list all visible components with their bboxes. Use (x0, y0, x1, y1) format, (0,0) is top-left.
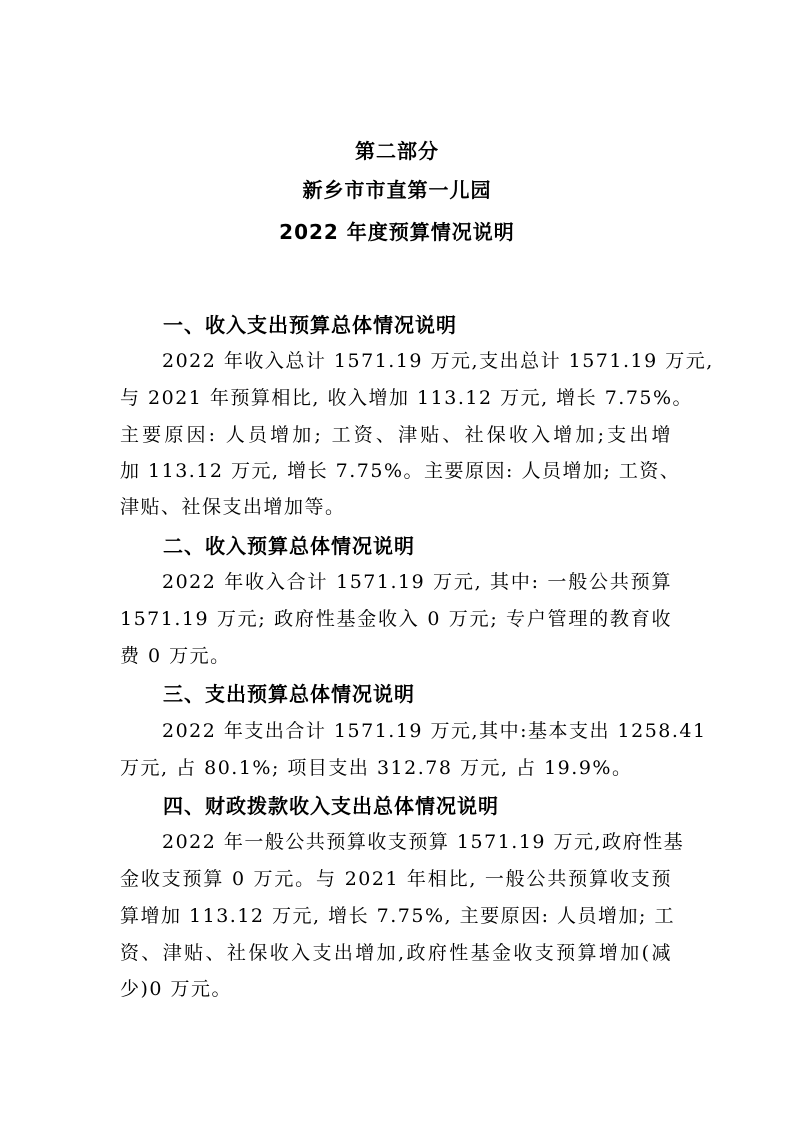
section-heading-3: 三、支出预算总体情况说明 (163, 682, 415, 706)
section-3-line-2: 万元, 占 80.1%; 项目支出 312.78 万元, 占 19.9%。 (120, 757, 633, 779)
title-organization: 新乡市市直第一儿园 (302, 178, 492, 202)
section-heading-4: 四、财政拨款收入支出总体情况说明 (163, 794, 499, 818)
section-1-line-5: 津贴、社保支出增加等。 (120, 496, 346, 518)
section-2-line-1: 2022 年收入合计 1571.19 万元, 其中: 一般公共预算 (162, 571, 672, 593)
section-4-line-1: 2022 年一般公共预算收支预算 1571.19 万元,政府性基 (162, 831, 685, 853)
title-part: 第二部分 (355, 139, 439, 163)
section-2-line-2: 1571.19 万元; 政府性基金收入 0 万元; 专户管理的教育收 (120, 608, 672, 630)
section-4-line-5: 少)0 万元。 (120, 978, 233, 1000)
section-1-line-2: 与 2021 年预算相比, 收入增加 113.12 万元, 增长 7.75%。 (120, 387, 694, 409)
section-3-line-1: 2022 年支出合计 1571.19 万元,其中:基本支出 1258.41 (162, 720, 707, 742)
section-heading-2: 二、收入预算总体情况说明 (163, 534, 415, 558)
section-2-line-3: 费 0 万元。 (120, 645, 231, 667)
section-1-line-1: 2022 年收入总计 1571.19 万元,支出总计 1571.19 万元, (162, 350, 714, 372)
section-1-line-3: 主要原因: 人员增加; 工资、津贴、社保收入增加;支出增 (120, 424, 672, 446)
title-subject: 2022 年度预算情况说明 (279, 220, 515, 244)
section-1-line-4: 加 113.12 万元, 增长 7.75%。主要原因: 人员增加; 工资、 (120, 460, 681, 482)
section-4-line-4: 资、津贴、社保收入支出增加,政府性基金收支预算增加(减 (120, 942, 672, 964)
section-4-line-2: 金收支预算 0 万元。与 2021 年相比, 一般公共预算收支预 (120, 868, 672, 890)
section-heading-1: 一、收入支出预算总体情况说明 (163, 313, 457, 337)
section-4-line-3: 算增加 113.12 万元, 增长 7.75%, 主要原因: 人员增加; 工 (120, 905, 675, 927)
